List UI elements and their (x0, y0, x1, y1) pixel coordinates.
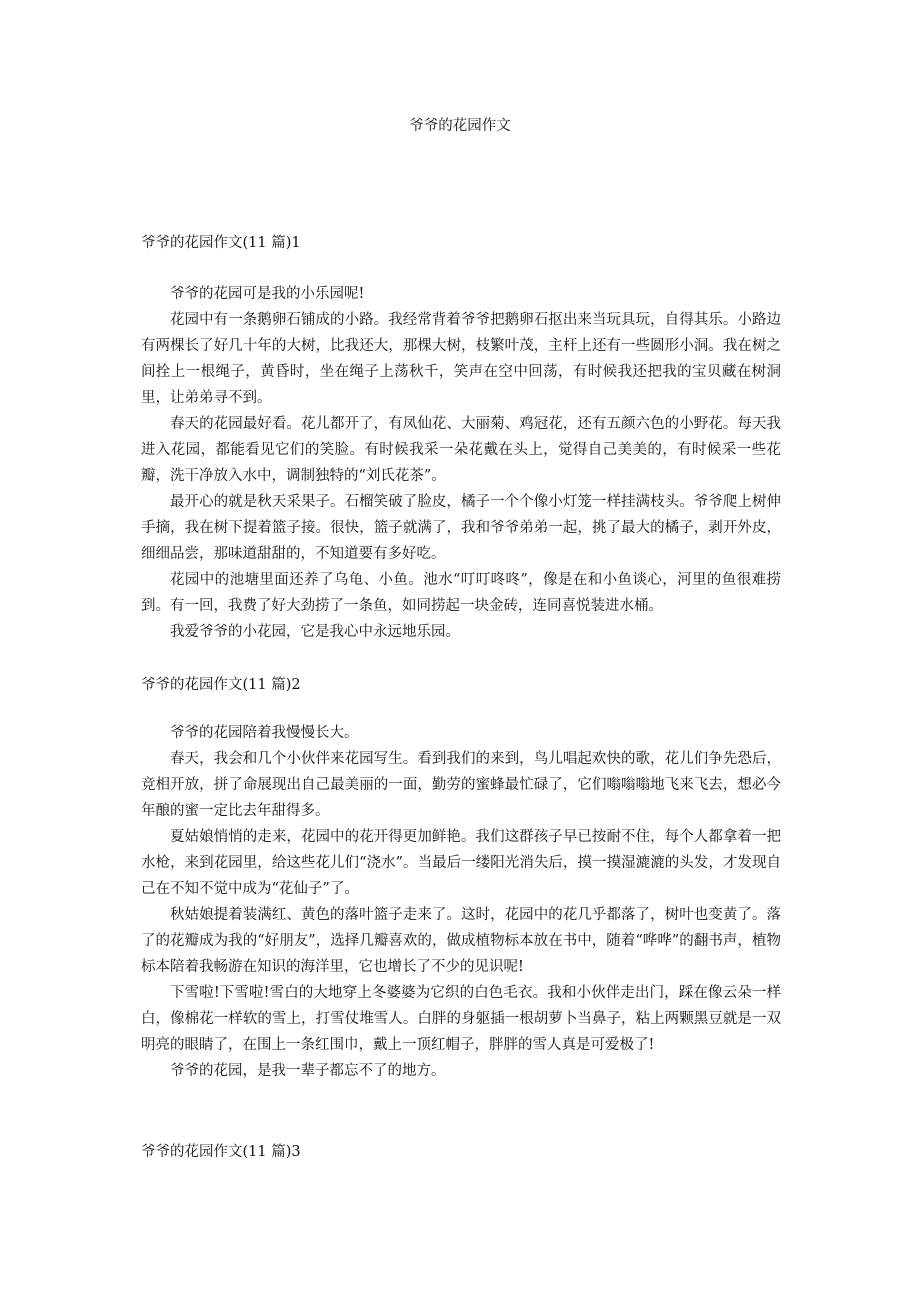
paragraph: 花园中有一条鹅卵石铺成的小路。我经常背着爷爷把鹅卵石抠出来当玩具玩，自得其乐。小路边有两棵长了好几十年的大树，比我还大，那棵大树，枝繁叶茂，主杆上还有一些圆形小洞。我在树之间拴上一根绳子，黄昏时，坐在绳子上荡秋千，笑声在空中回荡，有时候我还把我的宝贝藏在树洞里，让弟弟寻不到。 (141, 312, 781, 406)
paragraph: 春天的花园最好看。花儿都开了，有凤仙花、大丽菊、鸡冠花，还有五颜六色的小野花。每天我进入花园，都能看见它们的笑脸。有时候我采一朵花戴在头上，觉得自己美美的，有时候采一些花瓣，洗干净放入水中，调制独特的“刘氏花茶”。 (141, 416, 781, 484)
paragraph: 春天，我会和几个小伙伴来花园写生。看到我们的来到，鸟儿唱起欢快的歌，花儿们争先恐后，竞相开放，拼了命展现出自己最美丽的一面，勤劳的蜜蜂最忙碌了，它们嗡嗡嗡地飞来飞去，想必今年酿的蜜一定比去年甜得多。 (141, 751, 781, 819)
paragraph: 爷爷的花园可是我的小乐园呢! (170, 286, 365, 302)
section-heading-1: 爷爷的花园作文(11 篇)1 (141, 235, 301, 251)
section-body-2 (141, 720, 781, 1084)
paragraph: 爷爷的花园陪着我慢慢长大。 (170, 725, 359, 741)
section-body-1 (141, 281, 781, 645)
paragraph: 秋姑娘提着装满红、黄色的落叶篮子走来了。这时，花园中的花几乎都落了，树叶也变黄了。落了的花瓣成为我的“好朋友”，选择几瓣喜欢的，做成植物标本放在书中，随着“哗哗”的翻书声，植物标本陪着我畅游在知识的海洋里，它也增长了不少的见识呢! (141, 907, 781, 975)
paragraph: 花园中的池塘里面还养了乌龟、小鱼。池水“叮叮咚咚”，像是在和小鱼谈心，河里的鱼很难捞到。有一回，我费了好大劲捞了一条鱼，如同捞起一块金砖，连同喜悦装进水桶。 (141, 572, 781, 614)
section-heading-3: 爷爷的花园作文(11 篇)3 (141, 1144, 301, 1160)
section-heading-2: 爷爷的花园作文(11 篇)2 (141, 677, 301, 693)
paragraph: 下雪啦!下雪啦!雪白的大地穿上冬婆婆为它织的白色毛衣。我和小伙伴走出门，踩在像云朵一样白，像棉花一样软的雪上，打雪仗堆雪人。白胖的身躯插一根胡萝卜当鼻子，粘上两颗黑豆就是一双明亮的眼睛了，在围上一条红围巾，戴上一顶红帽子，胖胖的雪人真是可爱极了! (141, 985, 781, 1053)
paragraph: 我爱爷爷的小花园，它是我心中永远地乐园。 (170, 624, 460, 640)
document-title: 爷爷的花园作文 (409, 118, 511, 134)
paragraph: 爷爷的花园，是我一辈子都忘不了的地方。 (170, 1063, 446, 1079)
paragraph: 最开心的就是秋天采果子。石榴笑破了脸皮，橘子一个个像小灯笼一样挂满枝头。爷爷爬上树伸手摘，我在树下提着篮子接。很快，篮子就满了，我和爷爷弟弟一起，挑了最大的橘子，剥开外皮，细细品尝，那味道甜甜的，不知道要有多好吃。 (141, 494, 781, 562)
paragraph: 夏姑娘悄悄的走来，花园中的花开得更加鲜艳。我们这群孩子早已按耐不住，每个人都拿着一把水枪，来到花园里，给这些花儿们“浇水”。当最后一缕阳光消失后，摸一摸湿漉漉的头发，才发现自己在不知不觉中成为“花仙子”了。 (141, 829, 781, 897)
